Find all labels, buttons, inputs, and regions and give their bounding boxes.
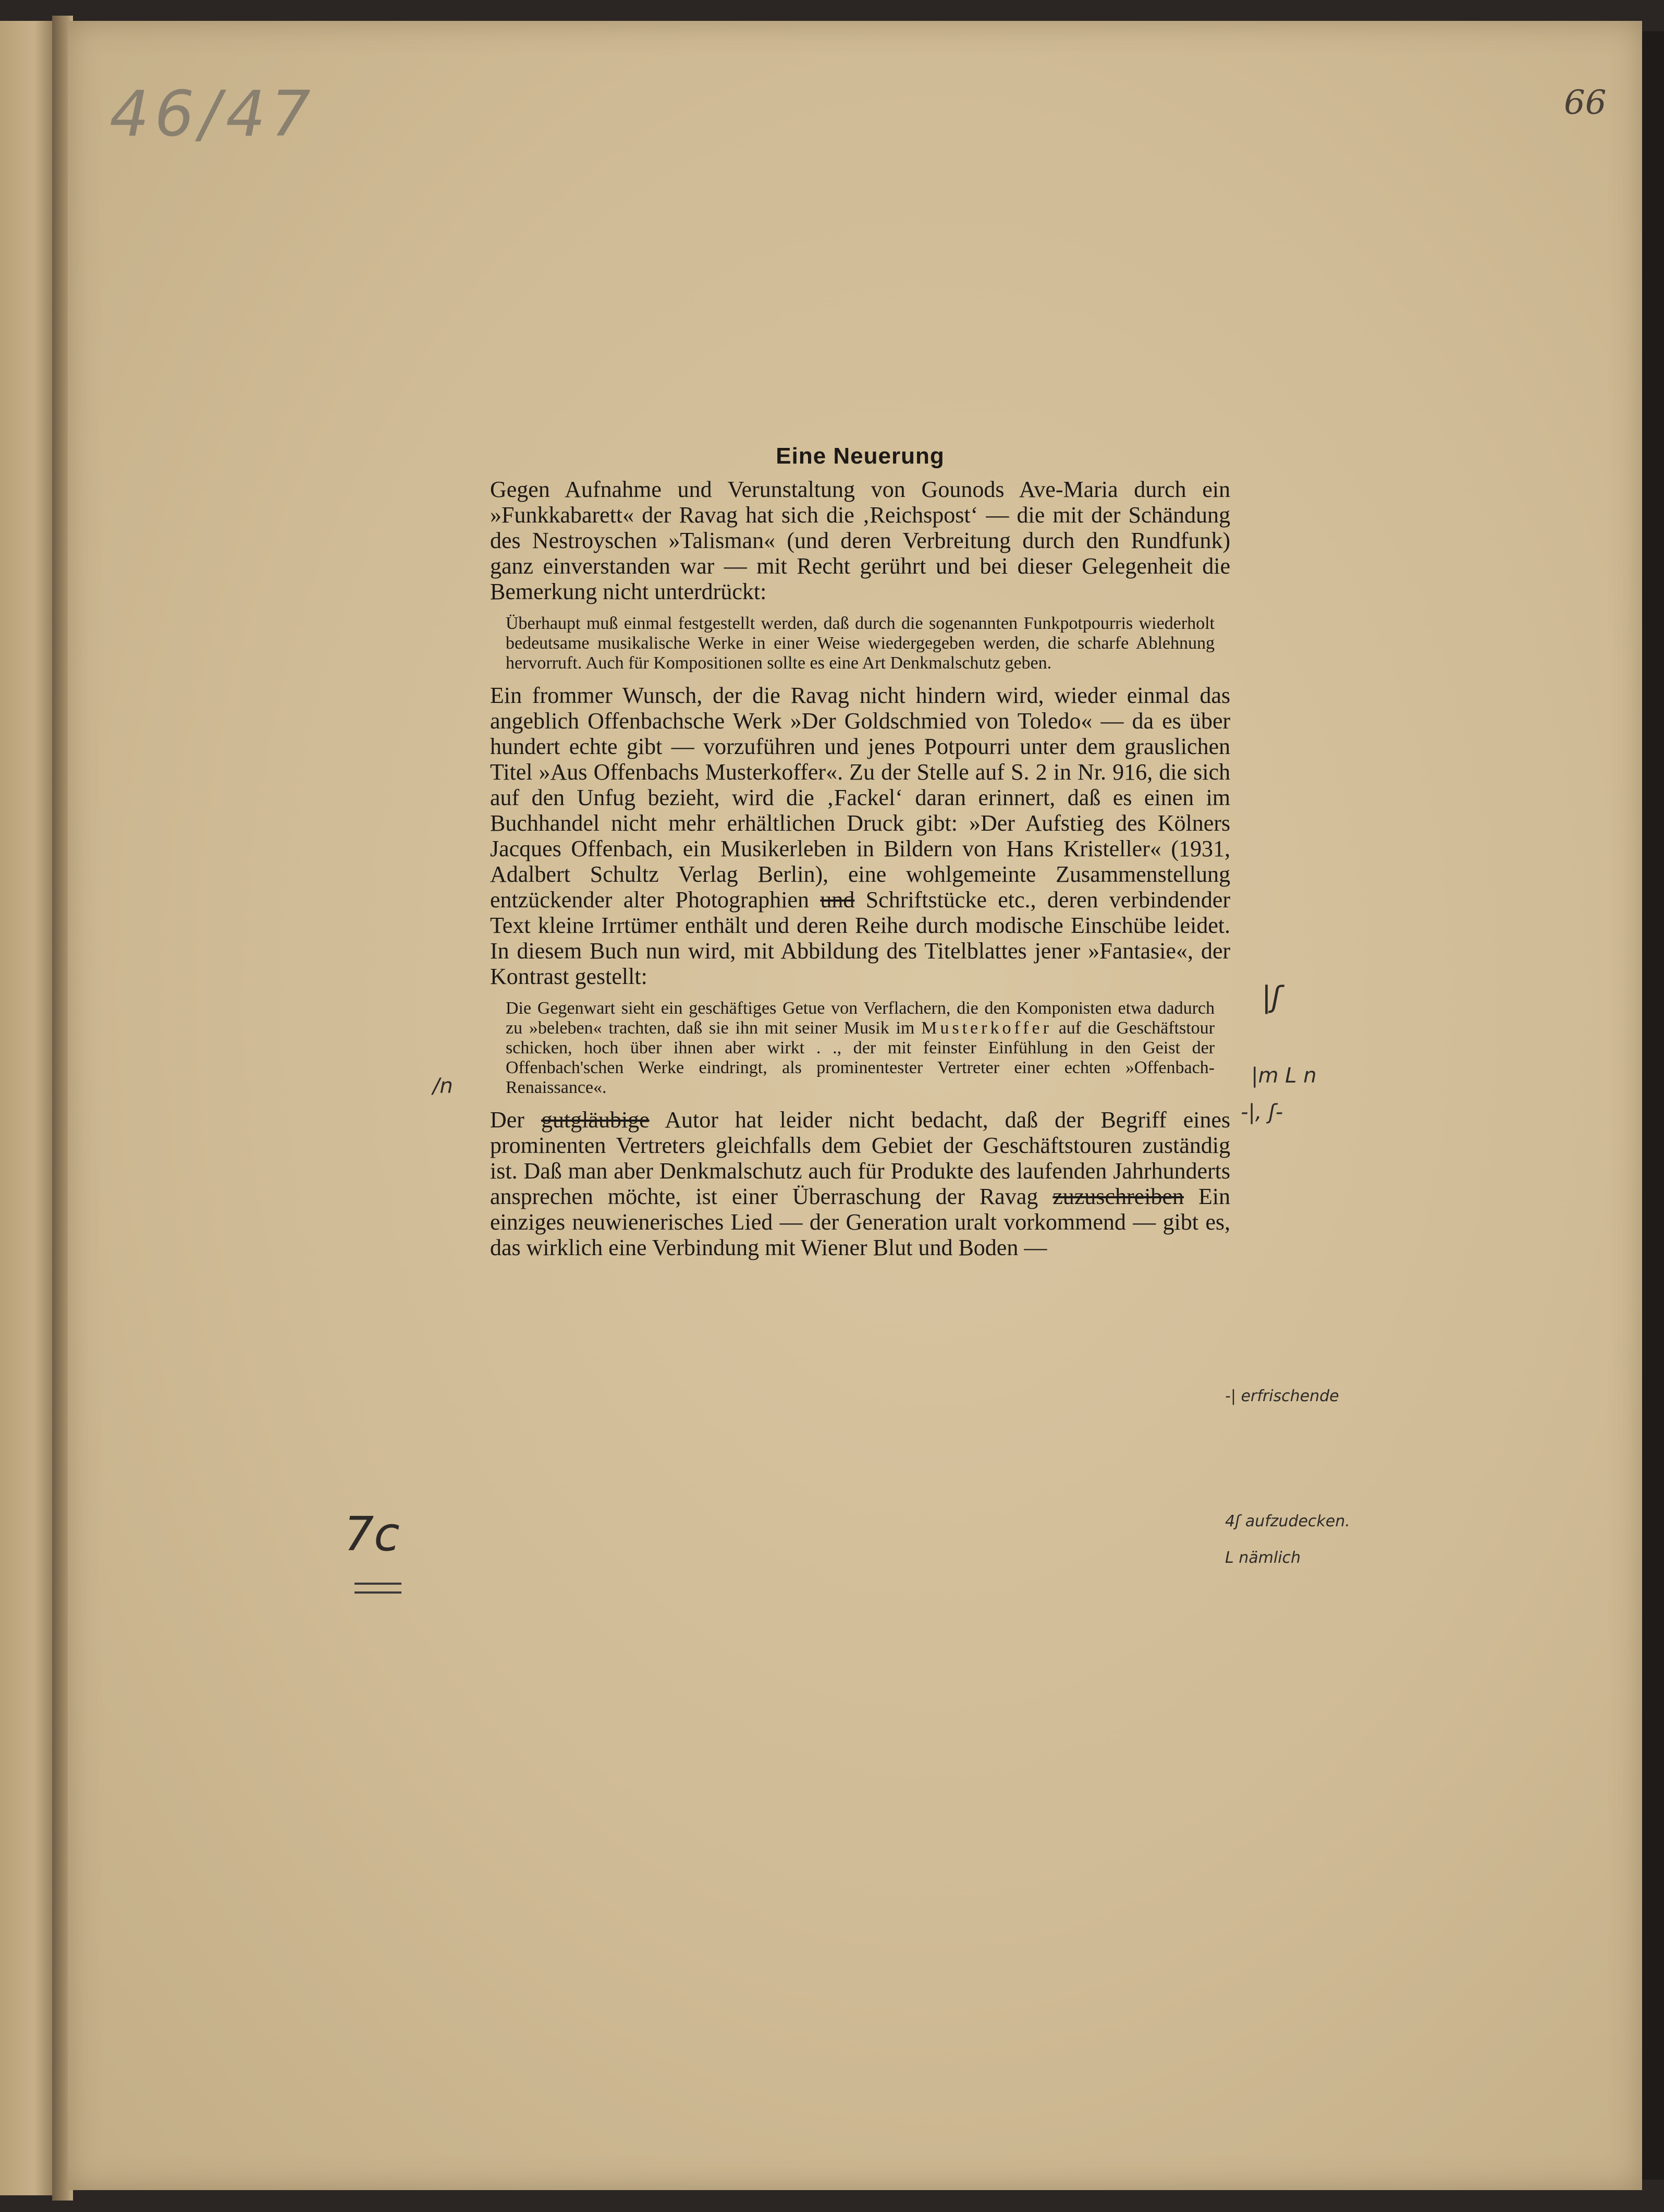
quote-2-part-a: Die Gegenwart sieht ein geschäftiges Getue von Verflachern, die den Komponisten etwa dadurch zu »beleben« trachten, daß sie ihn mit seiner Musik im [506, 999, 1215, 1038]
paragraph-1: Gegen Aufnahme und Verunstaltung von Gounods Ave-Maria durch ein »Funkkabarett« der Ravag hat sich die ‚Reichspost‘ — die mit der Schändung des Nestroyschen »Talisman« (und deren Verbreitung durch den Rundfunk) ganz einverstanden war — mit Recht gerührt und bei dieser Gelegenheit die Bemerkung nicht unterdrückt: [490, 477, 1230, 604]
margin-note-6: 4ʃ aufzudecken. [1225, 1512, 1350, 1530]
margin-note-5: -| erfrischende [1225, 1387, 1339, 1405]
pencil-reference-mark: 46/47 [109, 78, 316, 151]
quote-1: Überhaupt muß einmal festgestellt werden, daß durch die sogenannten Funkpotpourris wiederholt bedeutsame musikalische Werke in einer Weise wiedergegeben werden, die scharfe Ablehnung hervorruft. Auch für Kompositionen sollte es eine Art Denkmalschutz geben. [506, 614, 1215, 673]
margin-note-4: /n [433, 1074, 453, 1098]
margin-note-8: 7c [344, 1507, 400, 1562]
margin-note-7: L nämlich [1225, 1549, 1301, 1567]
left-page-edge [0, 21, 57, 2195]
right-scan-edge [1642, 31, 1664, 2180]
margin-note-3: -|, ʃ- [1241, 1100, 1283, 1124]
paragraph-3-part-c: Ein einziges neuwienerisches Lied — der Generation uralt vorkommend — gibt es, das wirklich eine Verbindung mit Wiener Blut und Boden — [490, 1184, 1231, 1260]
paragraph-3-part-b: Autor hat leider nicht bedacht, daß der Begriff eines prominenten Vertreters gleichfalls dem Gebiet der Geschäftstouren zuständig ist. Daß man aber Denkmalschutz auch für Produkte des laufenden Jahrhunderts ansprechen möchte, ist einer Überraschung der Ravag [490, 1107, 1230, 1209]
quote-2-spaced-word: Musterkoffer [921, 1018, 1052, 1038]
pencil-underline-1 [354, 1583, 401, 1585]
quote-2 [506, 999, 1215, 1098]
pencil-underline-2 [354, 1591, 401, 1594]
article-title: Eine Neuerung [776, 443, 945, 469]
paragraph-3 [490, 1107, 1230, 1260]
paragraph-2 [490, 683, 1230, 989]
paragraph-3-part-a: Der [490, 1107, 524, 1133]
quote-2-part-b: auf die Geschäftstour schicken, hoch über ihnen aber wirkt . ., der mit feinster Einfühlung in den Geist der Offenbach'schen Werke eindringt, als prominentester Vertreter einer echten »Offenbach-Renaissance«. [506, 1018, 1215, 1097]
struck-word-und: und [820, 887, 855, 913]
page-number: 66 [1564, 83, 1607, 122]
margin-note-2: |m L n [1251, 1064, 1317, 1088]
paragraph-2-part-b: Schriftstücke etc., deren verbindender Text kleine Irrtümer enthält und deren Reihe durch modische Einschübe leidet. In diesem Buch nun wird, mit Abbildung des Titelblattes jener »Fantasie«, der Kontrast gestellt: [490, 887, 1230, 989]
article [490, 443, 1230, 1260]
struck-word-gutglaeubige: gutgläubige [541, 1107, 650, 1133]
struck-word-zuzuschreiben: zuzuschreiben [1053, 1184, 1184, 1209]
margin-note-1: |ʃ [1262, 980, 1281, 1014]
paragraph-2-part-a: Ein frommer Wunsch, der die Ravag nicht hindern wird, wieder einmal das angeblich Offenbachsche Werk »Der Goldschmied von Toledo« — da es über hundert echte gibt — vorzuführen und jenes Potpourri unter dem grauslichen Titel »Aus Offenbachs Musterkoffer«. Zu der Stelle auf S. 2 in Nr. 916, die sich auf den Unfug bezieht, wird die ‚Fackel‘ daran erinnert, daß es einen im Buchhandel nicht mehr erhältlichen Druck gibt: »Der Aufstieg des Kölners Jacques Offenbach, ein Musikerleben in Bildern von Hans Kristeller« (1931, Adalbert Schultz Verlag Berlin), eine wohlgemeinte Zusammenstellung entzückender alter Photographien [490, 683, 1230, 913]
